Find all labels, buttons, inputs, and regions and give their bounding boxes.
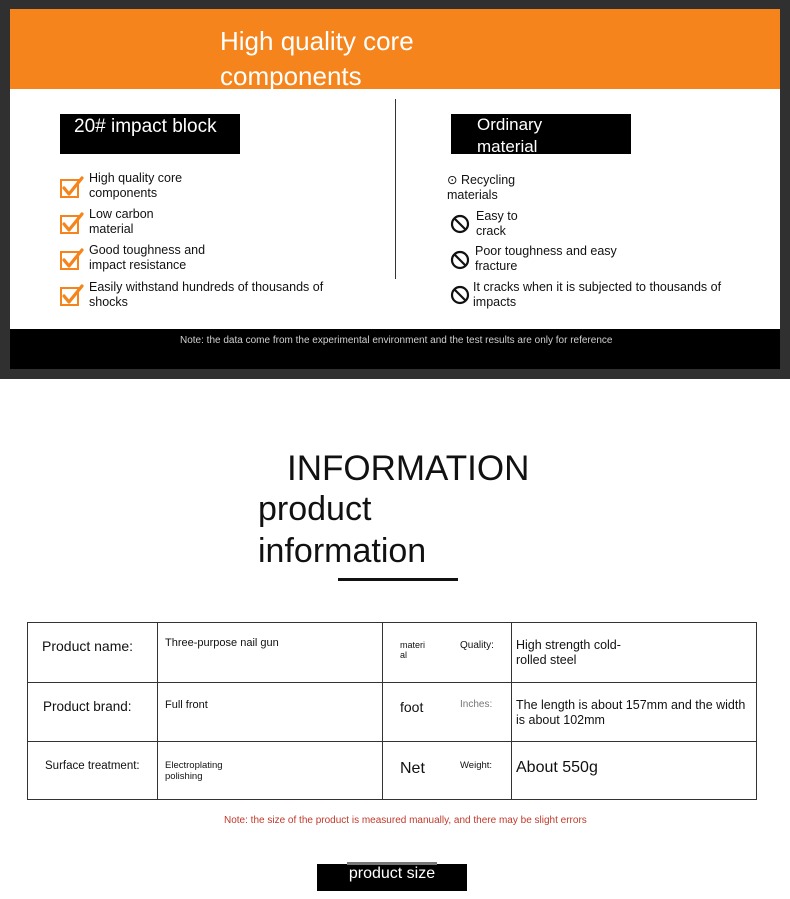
product-brand-label: Product brand: — [43, 699, 132, 714]
weight-label: Weight: — [460, 760, 493, 771]
checkbox-check-icon — [60, 283, 84, 307]
product-name-label: Product name: — [42, 638, 134, 654]
prohibited-icon — [450, 214, 470, 234]
quality-label: Quality: — [460, 640, 494, 651]
table-divider — [28, 682, 756, 683]
left-feature: High quality core components — [89, 171, 183, 200]
table-divider — [382, 623, 383, 799]
product-name-value: Three-purpose nail gun — [165, 637, 279, 649]
surface-treatment-label: Surface treatment: — [45, 760, 140, 772]
column-divider — [395, 99, 396, 279]
surface-treatment-value: Electroplating polishing — [165, 760, 223, 782]
left-feature: Low carbon material — [89, 207, 154, 236]
product-information-title: product information — [258, 490, 427, 570]
product-brand-value: Full front — [165, 699, 208, 711]
net-label: Net — [400, 760, 425, 777]
data-note: Note: the data come from the experimental environment and the test results are only for reference — [180, 335, 613, 346]
left-feature: Good toughness and impact resistance — [89, 243, 206, 272]
table-divider — [157, 623, 158, 799]
information-heading: INFORMATION — [287, 449, 530, 488]
dimensions-value: The length is about 157mm and the width is about 102mm — [516, 698, 746, 727]
material-label: materi al — [400, 640, 426, 660]
data-note-bar — [10, 329, 780, 369]
left-feature: Easily withstand hundreds of thousands of shocks — [89, 280, 324, 309]
right-feature: Poor toughness and easy fracture — [475, 244, 617, 273]
size-note: Note: the size of the product is measured manually, and there may be slight errors — [224, 815, 587, 826]
comparison-header — [10, 9, 780, 89]
weight-value: About 550g — [516, 759, 598, 776]
right-feature: ⊙ Recycling materials — [447, 173, 516, 202]
header-title: High quality core components — [220, 26, 414, 91]
right-feature: Easy to crack — [476, 209, 518, 238]
prohibited-icon — [450, 250, 470, 270]
material-quality-value: High strength cold-rolled steel — [516, 638, 621, 667]
checkbox-check-icon — [60, 247, 84, 271]
ordinary-material-tag: Ordinary material — [451, 114, 631, 154]
checkbox-check-icon — [60, 211, 84, 235]
checkbox-check-icon — [60, 175, 84, 199]
button-accent-line — [347, 862, 437, 865]
table-divider — [28, 741, 756, 742]
foot-label: foot — [400, 699, 424, 715]
inches-label: Inches: — [460, 699, 493, 710]
product-size-button[interactable]: product size — [317, 864, 467, 891]
product-info-table — [27, 622, 757, 800]
prohibited-icon — [450, 285, 470, 305]
table-divider — [511, 623, 512, 799]
title-underline — [338, 578, 458, 581]
impact-block-tag: 20# impact block — [60, 114, 240, 154]
right-feature: It cracks when it is subjected to thousands of impacts — [473, 280, 722, 309]
